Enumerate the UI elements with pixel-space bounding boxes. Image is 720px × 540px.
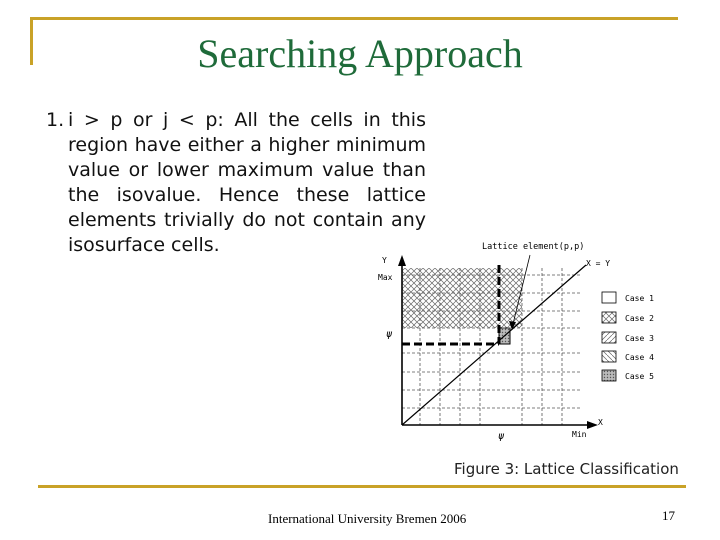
legend — [602, 292, 654, 381]
psi-y-label: ψ — [386, 329, 393, 340]
frame-top-line — [30, 17, 678, 20]
legend-label-case4: Case 4 — [625, 353, 654, 362]
legend-label-case5: Case 5 — [625, 372, 654, 381]
y-max-label: Max — [378, 273, 393, 282]
list-item — [46, 108, 426, 258]
footer-text: International University Bremen 2006 — [268, 511, 467, 526]
legend-swatch-case5 — [602, 370, 616, 381]
legend-swatch-case4 — [602, 351, 616, 362]
x-axis-arrow — [587, 421, 598, 429]
legend-swatch-case3 — [602, 332, 616, 343]
psi-x-label: ψ — [498, 431, 505, 442]
page-number: 17 — [662, 508, 675, 523]
legend-swatch-case1 — [602, 292, 616, 303]
lattice-diagram — [372, 235, 672, 460]
y-axis-label: Y — [382, 256, 387, 265]
figure-caption: Figure 3: Lattice Classification — [454, 460, 679, 478]
x-axis-label: X — [598, 418, 603, 427]
list-item-text: i > p or j < p: All the cells in this region have either a higher minimum value or lower maximum value than the isovalue. Hence these lattice elements trivially do not contain any isosurface cells. — [68, 109, 426, 256]
lattice-figure — [372, 235, 672, 485]
legend-label-case1: Case 1 — [625, 294, 654, 303]
legend-label-case2: Case 2 — [625, 314, 654, 323]
y-axis-arrow — [398, 255, 406, 266]
legend-label-case3: Case 3 — [625, 334, 654, 343]
frame-bottom-line — [38, 485, 686, 488]
callout-label: Lattice element(p,p) — [482, 242, 585, 252]
list-item-number: 1. — [46, 109, 65, 131]
slide-title: Searching Approach — [197, 31, 523, 76]
diagonal-label: X = Y — [586, 259, 611, 268]
legend-swatch-case2 — [602, 312, 616, 323]
x-min-label: Min — [572, 430, 587, 439]
